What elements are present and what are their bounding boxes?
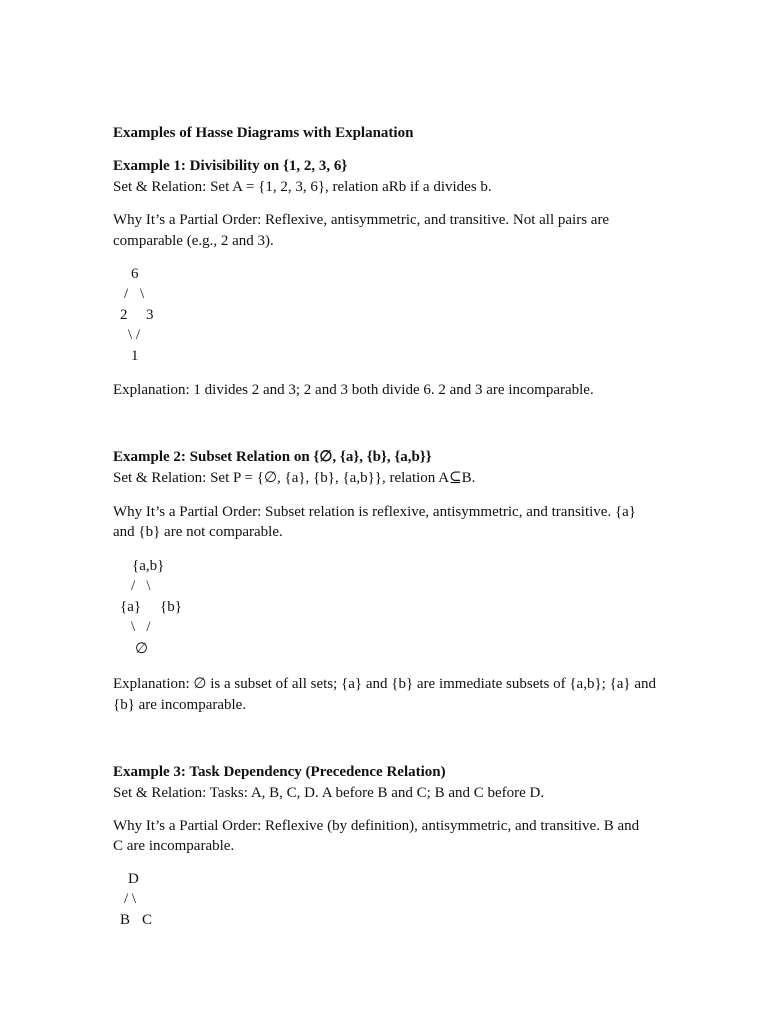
example-2-why-line-1: Why It’s a Partial Order: Subset relation is reflexive, antisymmetric, and transitive. {a} [113,504,637,520]
example-2-explanation-line-2: {b} are incomparable. [113,697,247,713]
diagram-edge-upper-right: \ [140,286,145,302]
example-3-heading: Example 3: Task Dependency (Precedence Relation) [113,764,446,780]
diagram-node-a: {a} [120,599,142,615]
diagram-edge-lower: \ / [131,619,151,635]
example-3-why-line-2: C are incomparable. [113,838,235,854]
diagram-node-3: 3 [146,307,154,323]
example-2-set-relation: Set & Relation: Set P = {∅, {a}, {b}, {a,b}}, relation A⊆B. [113,470,476,486]
diagram-node-empty-set: ∅ [135,641,149,657]
example-2-why-line-2: and {b} are not comparable. [113,524,283,540]
example-1-set-relation: Set & Relation: Set A = {1, 2, 3, 6}, relation aRb if a divides b. [113,179,492,195]
example-1-heading: Example 1: Divisibility on {1, 2, 3, 6} [113,158,348,174]
example-3-why-line-1: Why It’s a Partial Order: Reflexive (by definition), antisymmetric, and transitive. B and [113,818,640,834]
diagram-node-b: B [120,912,131,928]
example-3-set-relation: Set & Relation: Tasks: A, B, C, D. A before B and C; B and C before D. [113,785,545,801]
diagram-node-b: {b} [160,599,182,615]
diagram-node-d: D [128,871,139,887]
diagram-node-c: C [142,912,153,928]
example-1-explanation: Explanation: 1 divides 2 and 3; 2 and 3 both divide 6. 2 and 3 are incomparable. [113,382,594,398]
diagram-node-ab: {a,b} [132,558,165,574]
diagram-node-2: 2 [120,307,128,323]
diagram-node-1: 1 [131,348,139,364]
document-title: Examples of Hasse Diagrams with Explanation [113,125,414,141]
example-1-why-line-2: comparable (e.g., 2 and 3). [113,233,274,249]
diagram-edge-lower: \ / [128,327,141,343]
example-2-explanation-line-1: Explanation: ∅ is a subset of all sets; {a} and {b} are immediate subsets of {a,b}; {a} and [113,676,657,692]
diagram-node-6: 6 [131,266,139,282]
diagram-edge-upper-left: / [124,286,129,302]
diagram-edge-upper: / \ [131,578,151,594]
example-2-heading: Example 2: Subset Relation on {∅, {a}, {b}, {a,b}} [113,449,432,465]
example-1-why-line-1: Why It’s a Partial Order: Reflexive, antisymmetric, and transitive. Not all pairs are [113,212,610,228]
diagram-edge-upper: / \ [124,891,137,907]
